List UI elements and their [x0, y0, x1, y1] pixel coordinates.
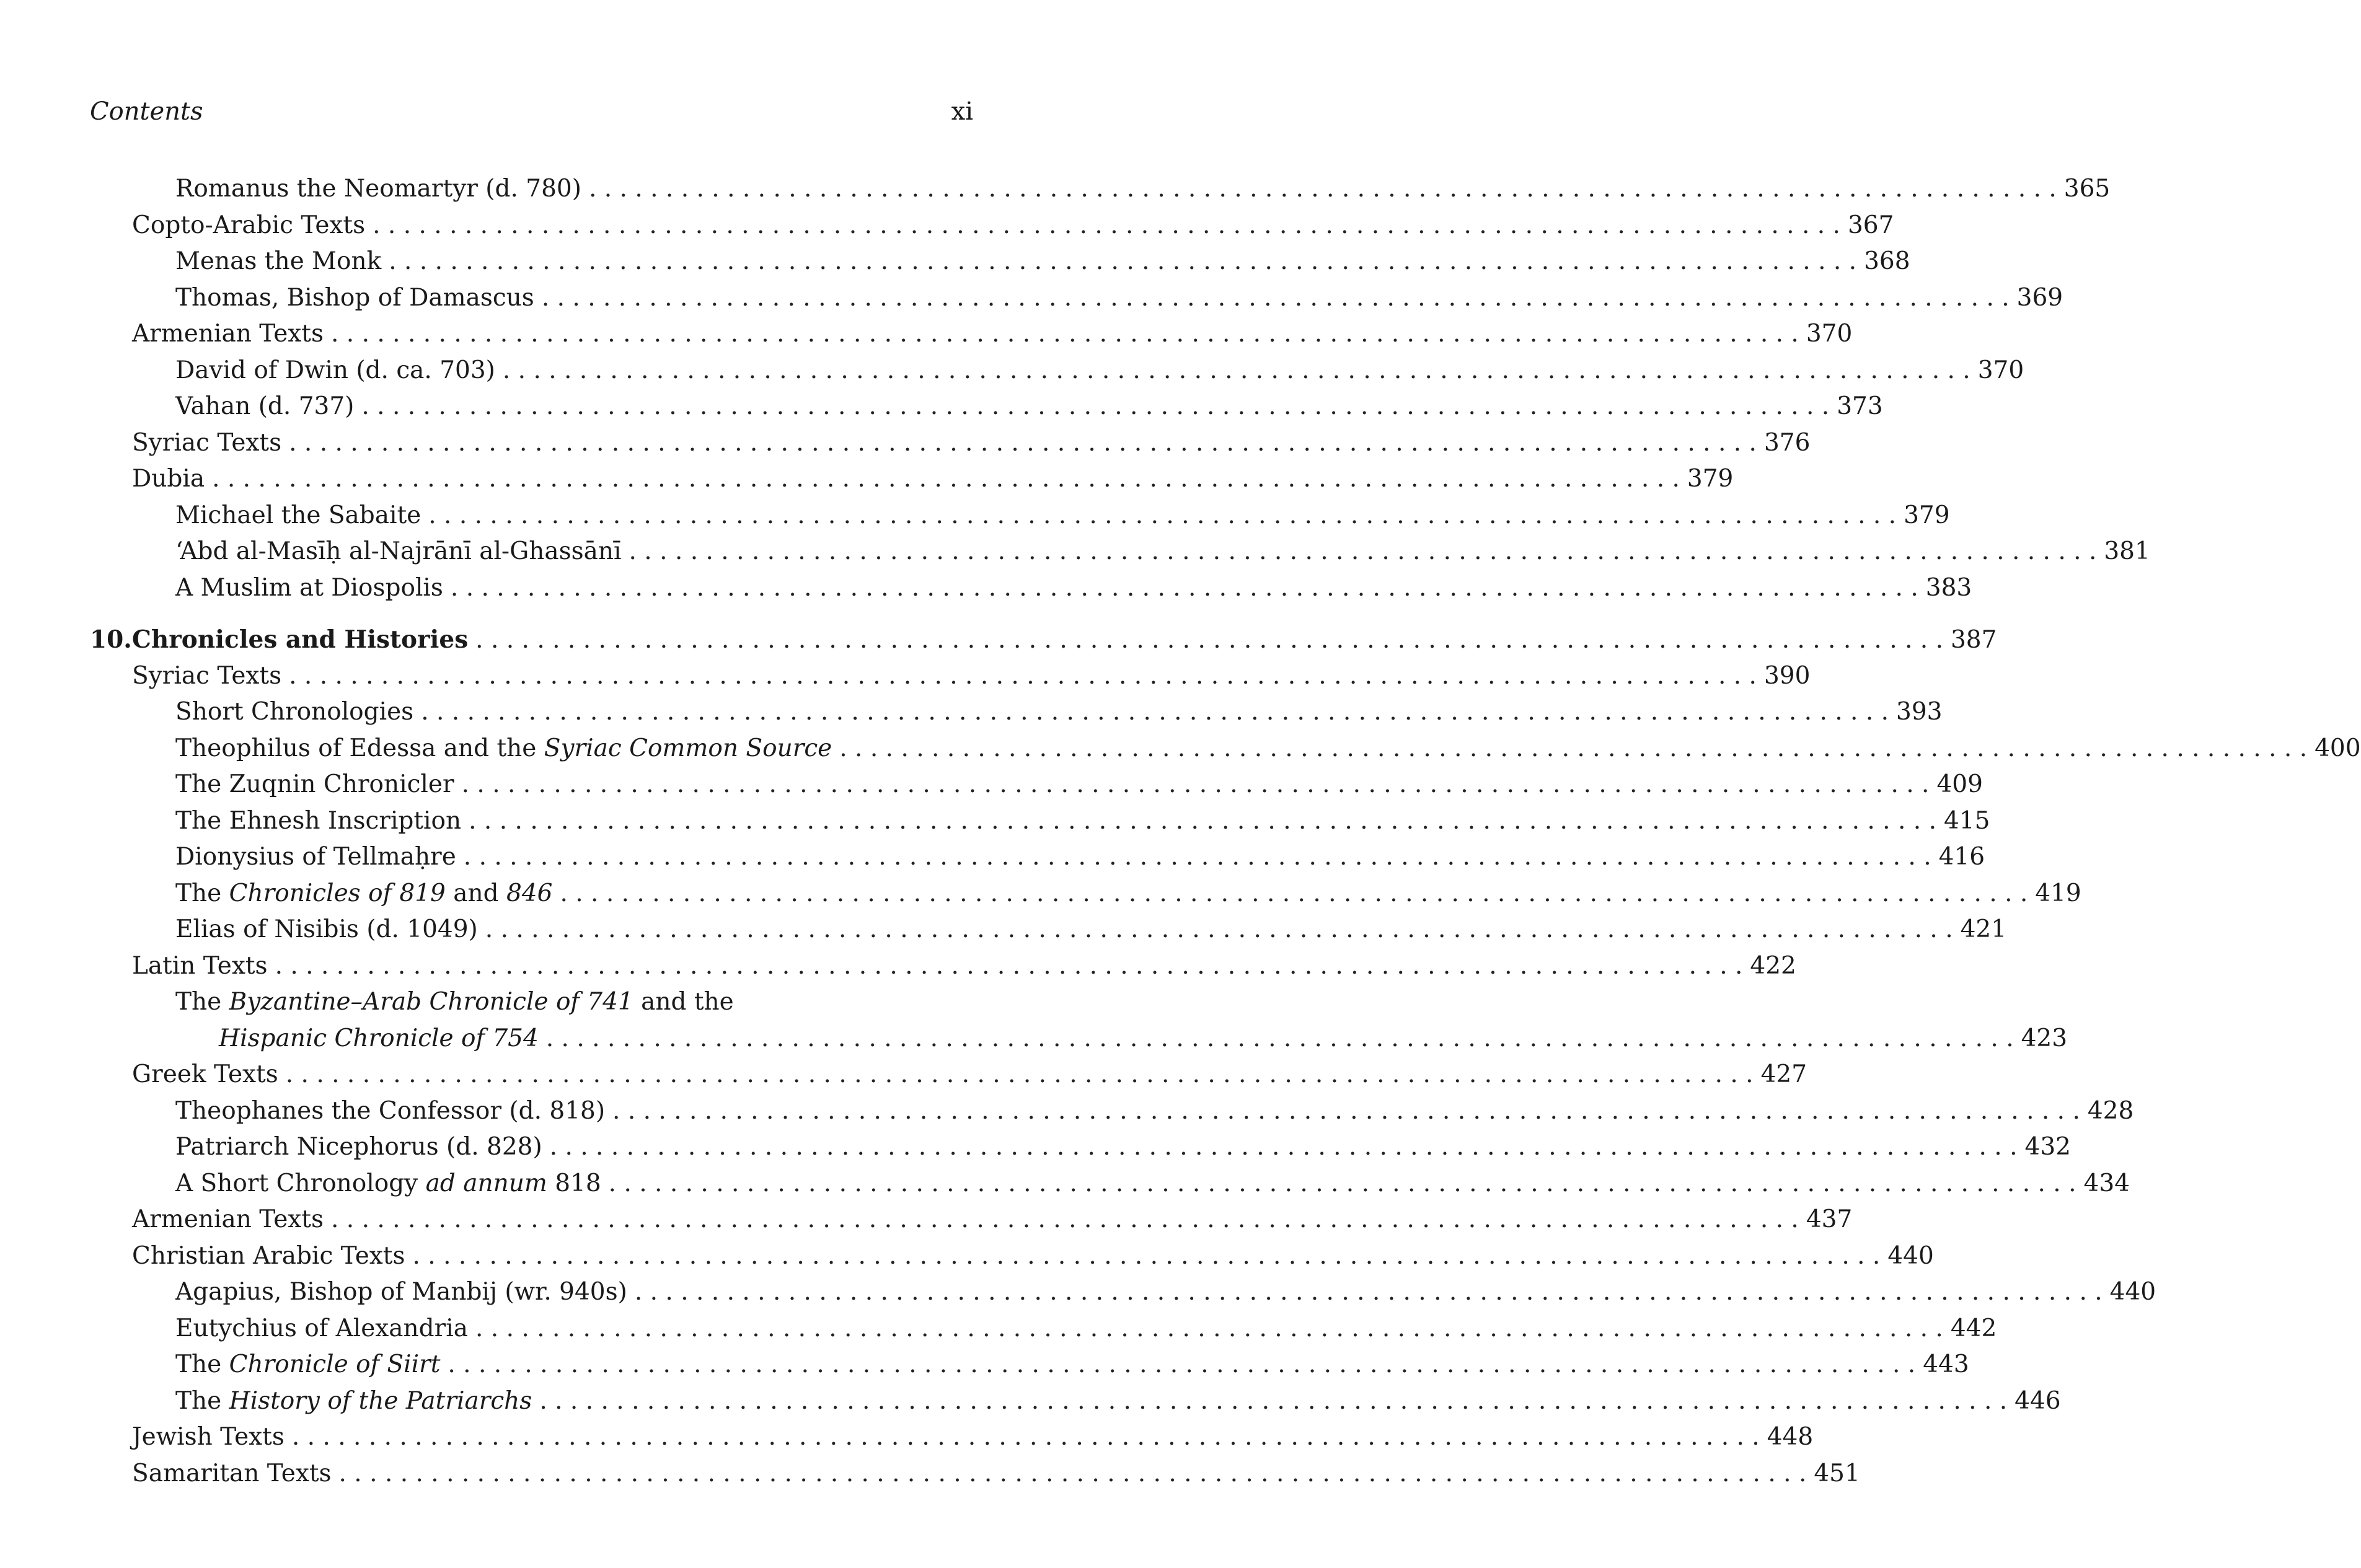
- toc-entry-title-italic: History of the Patriarchs: [229, 1386, 532, 1415]
- toc-entry: [90, 1419, 1814, 1456]
- toc-entry: [90, 570, 1972, 607]
- toc-entry-title: [175, 1347, 440, 1383]
- toc-entry: [90, 1383, 2061, 1420]
- toc-entry: [90, 912, 2007, 948]
- toc-entry-title: Syriac Texts: [132, 428, 282, 457]
- dot-leader: [539, 1383, 2007, 1420]
- toc-entry-title: Romanus the Neomartyr (d. 780): [175, 175, 581, 203]
- toc-entry: [90, 839, 1985, 876]
- dot-leader: [839, 731, 2307, 767]
- toc-entry-page: 379: [1904, 501, 1950, 529]
- toc-entry-title: Thomas, Bishop of Damascus: [175, 283, 534, 312]
- table-of-contents: [90, 171, 2361, 1492]
- toc-entry-page: 428: [2087, 1096, 2134, 1125]
- toc-entry-page: 409: [1936, 770, 1983, 798]
- toc-entry-title-text: The: [175, 1386, 229, 1415]
- toc-entry-page: 423: [2021, 1024, 2068, 1052]
- toc-entry-title-italic: 846: [506, 879, 553, 907]
- dot-leader: [542, 280, 2010, 317]
- dot-leader: [428, 498, 1896, 534]
- dot-leader: [609, 1166, 2076, 1202]
- dot-leader: [589, 171, 2057, 208]
- toc-entry-title: [175, 1166, 601, 1202]
- dot-leader: [361, 389, 1829, 425]
- toc-entry-line1: [90, 984, 973, 1021]
- toc-entry: [90, 658, 1811, 695]
- dot-leader: [464, 839, 1931, 876]
- toc-entry-title: [219, 1021, 539, 1057]
- dot-leader: [635, 1274, 2103, 1311]
- page-folio: xi: [951, 97, 973, 126]
- toc-entry-title-text: and: [445, 879, 506, 907]
- dot-leader: [339, 1456, 1807, 1492]
- toc-entry-page: 440: [1887, 1241, 1934, 1270]
- toc-entry-title: A Muslim at Diospolis: [175, 573, 443, 602]
- toc-entry-page: 370: [1977, 356, 2024, 384]
- toc-entry: [90, 244, 1910, 280]
- toc-entry: [90, 534, 2150, 570]
- toc-entry-title: Copto-Arabic Texts: [132, 211, 366, 239]
- toc-entry: [90, 1166, 2130, 1202]
- dot-leader: [629, 534, 2097, 570]
- dot-leader: [612, 1093, 2080, 1130]
- toc-entry-title: Short Chronologies: [175, 698, 414, 726]
- toc-entry-title-text: Theophilus of Edessa and the: [175, 734, 544, 762]
- chapter-heading: [90, 622, 1997, 658]
- dot-leader: [292, 1419, 1760, 1456]
- dot-leader: [451, 570, 1918, 607]
- toc-entry-page: 373: [1837, 392, 1883, 420]
- toc-entry-title-italic: Byzantine–Arab Chronicle of 741: [229, 988, 633, 1016]
- toc-entry: [90, 1057, 1807, 1093]
- toc-entry-page: 416: [1938, 843, 1985, 871]
- toc-entry-page: 400: [2315, 734, 2361, 762]
- toc-entry-title: The Zuqnin Chronicler: [175, 770, 454, 798]
- dot-leader: [389, 244, 1856, 280]
- toc-entry-page: 446: [2015, 1386, 2061, 1415]
- toc-entry: [90, 1274, 2156, 1311]
- toc-entry-page: 434: [2083, 1169, 2130, 1197]
- toc-entry-title: Eutychius of Alexandria: [175, 1314, 468, 1342]
- dot-leader: [469, 803, 1936, 840]
- dot-leader: [475, 1311, 1943, 1347]
- toc-entry-title-italic: Hispanic Chronicle of 754: [219, 1024, 539, 1052]
- toc-entry-title: Latin Texts: [132, 951, 268, 980]
- dot-leader: [546, 1021, 2014, 1057]
- toc-entry-line2: [90, 1021, 2068, 1057]
- toc-entry: [90, 425, 1811, 462]
- toc-entry-page: 383: [1925, 573, 1972, 602]
- toc-entry-title: Patriarch Nicephorus (d. 828): [175, 1133, 542, 1161]
- dot-leader: [503, 353, 1970, 389]
- toc-entry-title: Greek Texts: [132, 1060, 278, 1088]
- toc-entry: [90, 948, 1796, 985]
- toc-entry-page: 440: [2109, 1278, 2156, 1306]
- toc-entry-title-text: A Short Chronology: [175, 1169, 426, 1197]
- dot-leader: [475, 622, 1943, 659]
- toc-entry: [90, 1456, 1860, 1492]
- toc-entry-page: 369: [2016, 283, 2063, 312]
- dot-leader: [448, 1347, 1915, 1383]
- toc-entry-title: [175, 984, 734, 1021]
- toc-entry-title-italic: ad annum: [425, 1169, 547, 1197]
- toc-entry: [90, 389, 1883, 425]
- toc-entry-title: Dubia: [132, 465, 205, 493]
- dot-leader: [421, 694, 1889, 731]
- toc-entry-page: 451: [1814, 1459, 1860, 1487]
- toc-entry: [90, 498, 1950, 534]
- toc-entry-page: 370: [1806, 320, 1853, 348]
- toc-entry: [90, 876, 2081, 912]
- toc-entry: [90, 1238, 1934, 1275]
- toc-entry-page: 443: [1923, 1350, 1969, 1378]
- chapter-number: 10.: [90, 625, 132, 654]
- chapter-title: Chronicles and Histories: [131, 625, 469, 654]
- toc-entry-title: [175, 876, 552, 912]
- toc-entry-title: Elias of Nisibis (d. 1049): [175, 915, 478, 943]
- toc-entry-page: 415: [1943, 806, 1990, 835]
- toc-entry-title-text: and the: [633, 988, 734, 1016]
- dot-leader: [275, 948, 1743, 985]
- toc-entry: [90, 171, 2111, 208]
- toc-entry: [90, 208, 1894, 244]
- toc-entry-title: Christian Arabic Texts: [132, 1241, 405, 1270]
- running-head: [90, 93, 973, 130]
- toc-entry: [90, 280, 2063, 317]
- toc-entry: [90, 1202, 1853, 1238]
- toc-entry-title: Menas the Monk: [175, 247, 382, 275]
- toc-entry-title: Michael the Sabaite: [175, 501, 421, 529]
- toc-entry-title: David of Dwin (d. ca. 703): [175, 356, 495, 384]
- toc-entry-title-italic: Chronicle of Siirt: [229, 1350, 441, 1378]
- toc-entry-title-text: The: [175, 988, 229, 1016]
- toc-entry-page: 390: [1763, 661, 1811, 690]
- toc-entry-title: Dionysius of Tellmaḥre: [175, 843, 456, 871]
- toc-entry-page: 419: [2035, 879, 2081, 907]
- toc-entry-title: [175, 1383, 532, 1420]
- dot-leader: [331, 1202, 1799, 1238]
- toc-entry-title: ‘Abd al-Masīḥ al-Najrānī al-Ghassānī: [175, 537, 622, 565]
- toc-entry-page: 422: [1750, 951, 1796, 980]
- toc-entry-page: 381: [2104, 537, 2150, 565]
- toc-entry-title-text: The: [175, 879, 229, 907]
- toc-entry-title: Armenian Texts: [132, 320, 324, 348]
- toc-entry-page: 365: [2063, 175, 2111, 203]
- toc-entry: [90, 353, 2024, 389]
- toc-entry: [90, 316, 1853, 353]
- toc-entry-title: Theophanes the Confessor (d. 818): [175, 1096, 606, 1125]
- dot-leader: [289, 658, 1757, 695]
- toc-entry-page: 376: [1763, 428, 1811, 457]
- dot-leader: [373, 208, 1840, 244]
- toc-entry-page: 367: [1847, 211, 1894, 239]
- toc-entry-page: 427: [1760, 1060, 1807, 1088]
- dot-leader: [212, 461, 1680, 498]
- toc-entry-title-italic: Chronicles of 819: [229, 879, 446, 907]
- toc-entry: [90, 694, 1943, 731]
- running-head-title: Contents: [90, 97, 203, 126]
- toc-entry-title: Armenian Texts: [132, 1205, 324, 1233]
- dot-leader: [485, 912, 1953, 948]
- toc-entry-title: Agapius, Bishop of Manbij (wr. 940s): [175, 1278, 627, 1306]
- toc-entry: [90, 731, 2361, 767]
- toc-entry: [90, 1311, 1997, 1347]
- toc-entry: [90, 1129, 2071, 1166]
- toc-entry-title-text: The: [175, 1350, 229, 1378]
- toc-entry: [90, 767, 1983, 803]
- dot-leader: [289, 425, 1757, 462]
- toc-entry-page: 421: [1960, 915, 2007, 943]
- dot-leader: [286, 1057, 1754, 1093]
- dot-leader: [331, 316, 1799, 353]
- toc-entry-title-text: 818: [547, 1169, 601, 1197]
- toc-entry: [90, 803, 1990, 840]
- toc-entry-title: [175, 731, 832, 767]
- dot-leader: [462, 767, 1930, 803]
- toc-entry-title: Syriac Texts: [132, 661, 282, 690]
- toc-entry-title: Samaritan Texts: [132, 1459, 332, 1487]
- chapter-page: 387: [1950, 626, 1997, 654]
- dot-leader: [412, 1238, 1880, 1275]
- toc-entry-title-italic: Syriac Common Source: [544, 734, 832, 762]
- toc-entry-page: 379: [1687, 465, 1734, 493]
- toc-entry-page: 437: [1806, 1205, 1853, 1233]
- toc-entry-title: Vahan (d. 737): [175, 392, 355, 420]
- toc-entry-title: The Ehnesh Inscription: [175, 806, 462, 835]
- toc-entry: [90, 1093, 2134, 1130]
- toc-entry-page: 442: [1950, 1314, 1997, 1342]
- toc-entry: [90, 461, 1734, 498]
- toc-entry-title: Jewish Texts: [132, 1423, 285, 1451]
- toc-entry-page: 448: [1767, 1423, 1814, 1451]
- toc-entry-page: 368: [1864, 247, 1910, 275]
- dot-leader: [550, 1129, 2018, 1166]
- toc-entry-page: 393: [1896, 698, 1943, 726]
- toc-entry-page: 432: [2024, 1133, 2071, 1161]
- dot-leader: [560, 876, 2028, 912]
- toc-entry: [90, 1347, 1969, 1383]
